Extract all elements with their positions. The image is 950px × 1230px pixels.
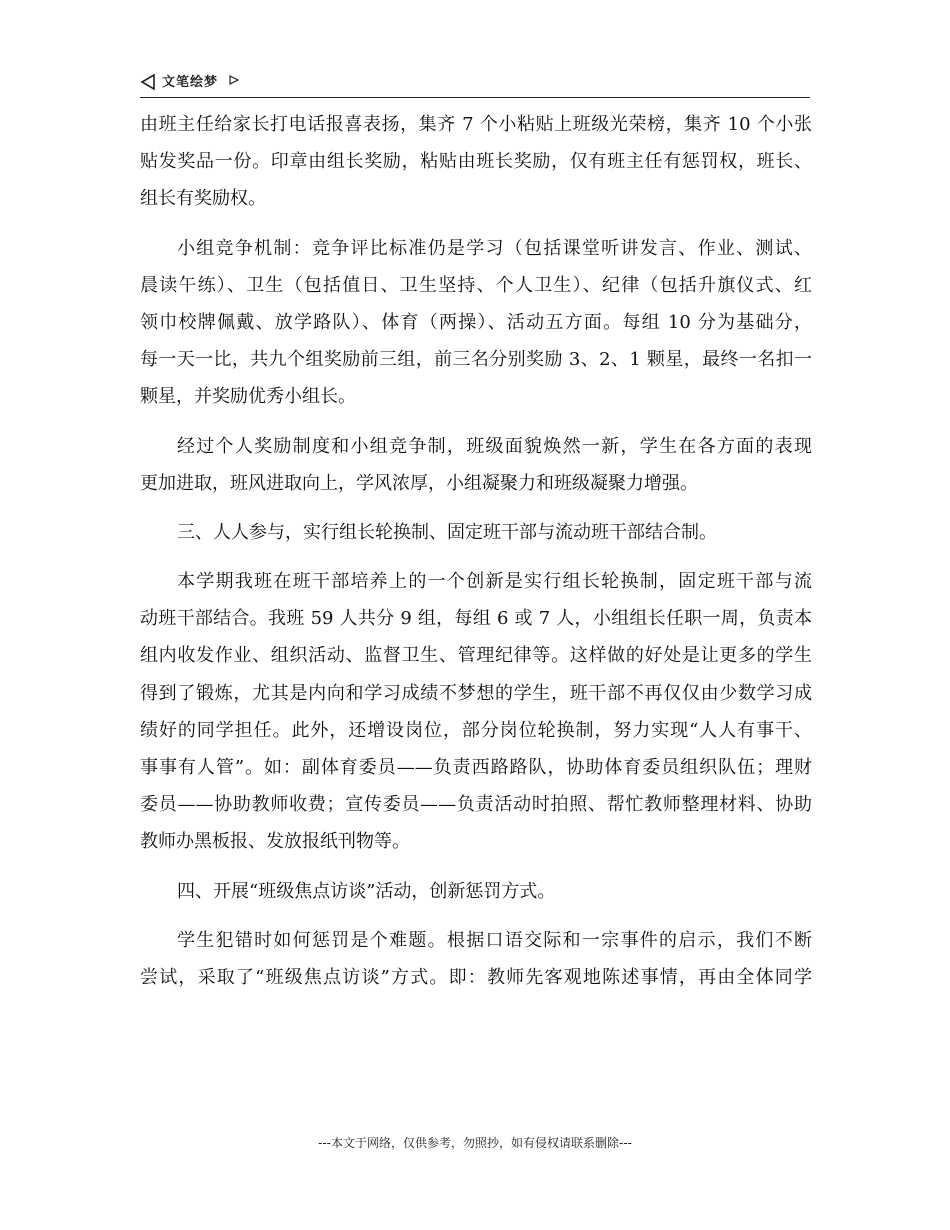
text-line: 绩好的同学担任。此外，还增设岗位，部分岗位轮换制，努力实现“人人有事干、	[140, 719, 812, 741]
text-line: 由班主任给家长打电话报喜表扬，集齐 7 个小粘贴上班级光荣榜，集齐 10 个小张	[140, 114, 812, 135]
paragraph	[140, 563, 812, 861]
text-line: 得到了锻炼，尤其是内向和学习成绩不梦想的学生，班干部不再仅仅由少数学习成	[140, 682, 812, 704]
text-line: 学生犯错时如何惩罚是个难题。根据口语交际和一宗事件的启示，我们不断	[177, 929, 812, 951]
text-line: 委员——协助教师收费；宣传委员——负责活动时拍照、帮忙教师整理材料、协助	[140, 794, 812, 816]
text-line: 组内收发作业、组织活动、监督卫生、管理纪律等。这样做的好处是让更多的学生	[140, 645, 812, 667]
text-line: 领巾校牌佩戴、放学路队）、体育（两操）、活动五方面。每组 10 分为基础分，	[140, 311, 812, 333]
section-heading	[140, 873, 812, 910]
text-line: 教师办黑板报、发放报纸刊物等。	[140, 831, 410, 853]
document-body	[140, 106, 812, 996]
text-line: 动班干部结合。我班 59 人共分 9 组，每组 6 或 7 人，小组组长任职一周，负责本	[140, 608, 812, 630]
triangle-left-icon	[140, 74, 156, 90]
text-line: 尝试，采取了“班级焦点访谈”方式。即：教师先客观地陈述事情，再由全体同学	[140, 966, 812, 988]
paragraph	[140, 428, 812, 502]
paragraph	[140, 106, 812, 218]
page-footer: ---本文于网络，仅供参考，勿照抄，如有侵权请联系删除---	[318, 1136, 632, 1150]
text-line: 贴发奖品一份。印章由组长奖励，粘贴由班长奖励，仅有班主任有惩罚权，班长、	[140, 151, 812, 173]
paragraph	[140, 230, 812, 416]
text-line: 小组竞争机制：竞争评比标准仍是学习（包括课堂听讲发言、作业、测试、	[177, 237, 812, 259]
text-line: 四、开展“班级焦点访谈”活动，创新惩罚方式。	[177, 880, 556, 902]
section-heading	[140, 514, 812, 551]
triangle-right-icon	[229, 75, 239, 85]
header-brand: 文笔绘梦	[162, 75, 219, 90]
text-line: 更加进取，班风进取向上，学风浓厚，小组凝聚力和班级凝聚力增强。	[140, 472, 698, 494]
text-line: 组长有奖励权。	[140, 188, 266, 210]
text-line: 晨读午练）、卫生（包括值日、卫生坚持、个人卫生）、纪律（包括升旗仪式、红	[140, 274, 812, 296]
paragraph	[140, 922, 812, 996]
text-line: 本学期我班在班干部培养上的一个创新是实行组长轮换制，固定班干部与流	[177, 571, 812, 593]
text-line: 颗星，并奖励优秀小组长。	[140, 386, 356, 408]
text-line: 三、人人参与，实行组长轮换制、固定班干部与流动班干部结合制。	[177, 521, 717, 543]
text-line: 每一天一比，共九个组奖励前三组，前三名分别奖励 3、2、1 颗星，最终一名扣一	[140, 349, 812, 371]
text-line: 经过个人奖励制度和小组竞争制，班级面貌焕然一新，学生在各方面的表现	[177, 435, 812, 457]
text-line: 事事有人管”。如：副体育委员——负责西路路队，协助体育委员组织队伍；理财	[140, 757, 812, 778]
page-header	[140, 71, 810, 98]
